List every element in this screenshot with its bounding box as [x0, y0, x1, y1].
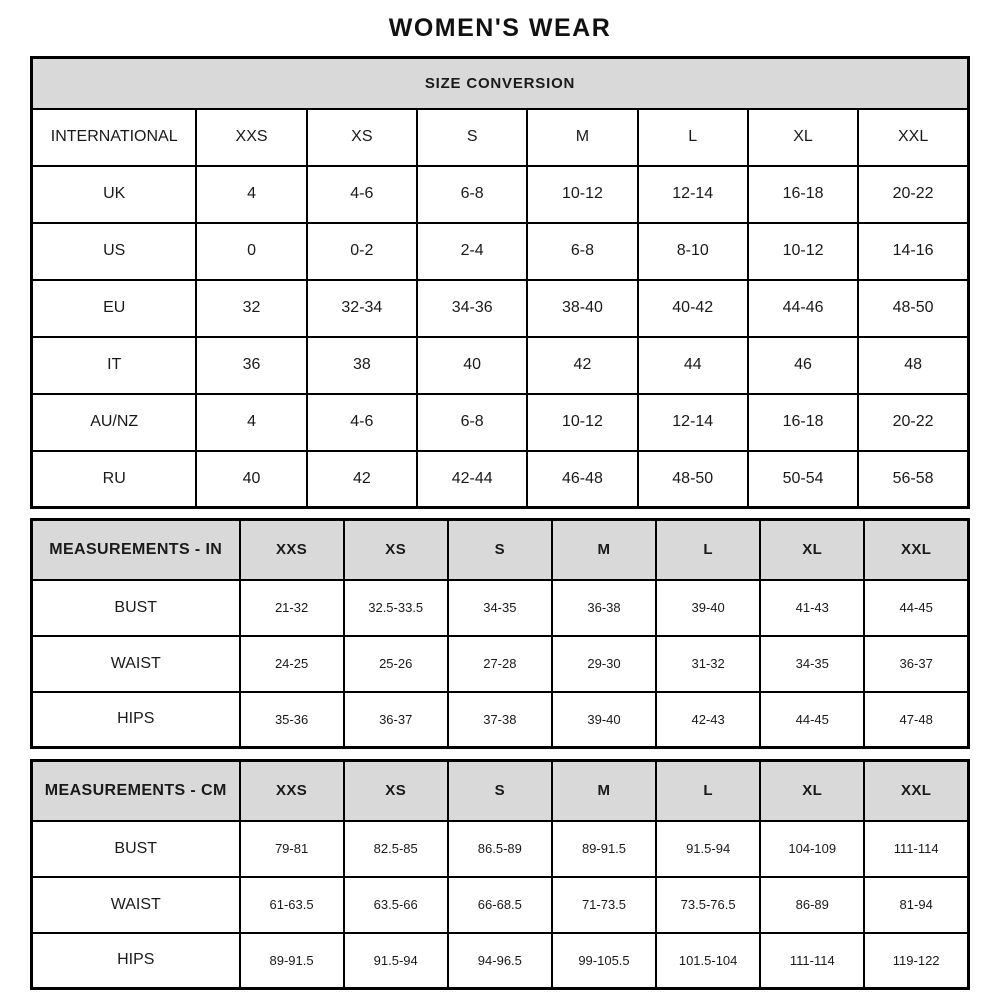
value-cell: 46	[748, 337, 858, 394]
value-cell: 89-91.5	[240, 933, 344, 989]
measurements-in-title: MEASUREMENTS - IN	[32, 520, 240, 580]
value-cell: 89-91.5	[552, 821, 656, 877]
header-cell-l: L	[638, 109, 748, 166]
size-header-xxl: XXL	[864, 520, 968, 580]
value-cell: 36-37	[864, 636, 968, 692]
value-cell: 39-40	[656, 580, 760, 636]
size-header-xl: XL	[760, 761, 864, 821]
value-cell: 10-12	[527, 166, 637, 223]
measurements-cm-header-row	[32, 761, 969, 821]
value-cell: 12-14	[638, 166, 748, 223]
value-cell: 40-42	[638, 280, 748, 337]
value-cell: 44-45	[864, 580, 968, 636]
value-cell: 10-12	[748, 223, 858, 280]
size-header-xs: XS	[344, 761, 448, 821]
value-cell: 119-122	[864, 933, 968, 989]
value-cell: 20-22	[858, 166, 968, 223]
table-row	[32, 580, 969, 636]
table-row	[32, 166, 969, 223]
value-cell: 4-6	[307, 166, 417, 223]
value-cell: 36-37	[344, 692, 448, 748]
header-cell-xxl: XXL	[858, 109, 968, 166]
header-cell-xl: XL	[748, 109, 858, 166]
value-cell: 10-12	[527, 394, 637, 451]
value-cell: 32.5-33.5	[344, 580, 448, 636]
table-row	[32, 692, 969, 748]
table-row	[32, 451, 969, 508]
value-cell: 32	[196, 280, 306, 337]
size-header-xxl: XXL	[864, 761, 968, 821]
table-row	[32, 223, 969, 280]
size-header-m: M	[552, 520, 656, 580]
header-cell-s: S	[417, 109, 527, 166]
size-conversion-banner-row	[32, 58, 969, 109]
value-cell: 37-38	[448, 692, 552, 748]
size-header-l: L	[656, 761, 760, 821]
value-cell: 27-28	[448, 636, 552, 692]
value-cell: 29-30	[552, 636, 656, 692]
value-cell: 42	[307, 451, 417, 508]
value-cell: 25-26	[344, 636, 448, 692]
header-cell-xs: XS	[307, 109, 417, 166]
value-cell: 42	[527, 337, 637, 394]
value-cell: 99-105.5	[552, 933, 656, 989]
value-cell: 66-68.5	[448, 877, 552, 933]
value-cell: 31-32	[656, 636, 760, 692]
value-cell: 20-22	[858, 394, 968, 451]
value-cell: 38	[307, 337, 417, 394]
row-label-cell: UK	[32, 166, 197, 223]
value-cell: 81-94	[864, 877, 968, 933]
value-cell: 91.5-94	[344, 933, 448, 989]
value-cell: 34-35	[448, 580, 552, 636]
value-cell: 86-89	[760, 877, 864, 933]
value-cell: 16-18	[748, 166, 858, 223]
row-label-cell: IT	[32, 337, 197, 394]
value-cell: 91.5-94	[656, 821, 760, 877]
value-cell: 4	[196, 166, 306, 223]
value-cell: 73.5-76.5	[656, 877, 760, 933]
value-cell: 21-32	[240, 580, 344, 636]
size-header-xxs: XXS	[240, 761, 344, 821]
value-cell: 111-114	[864, 821, 968, 877]
value-cell: 44	[638, 337, 748, 394]
value-cell: 82.5-85	[344, 821, 448, 877]
row-label-cell: WAIST	[32, 877, 240, 933]
value-cell: 36	[196, 337, 306, 394]
size-header-s: S	[448, 761, 552, 821]
table-row	[32, 821, 969, 877]
measurements-cm-title: MEASUREMENTS - CM	[32, 761, 240, 821]
value-cell: 34-35	[760, 636, 864, 692]
row-label-cell: EU	[32, 280, 197, 337]
row-label-cell: WAIST	[32, 636, 240, 692]
page-title: WOMEN'S WEAR	[388, 14, 612, 42]
value-cell: 12-14	[638, 394, 748, 451]
size-header-l: L	[656, 520, 760, 580]
size-header-s: S	[448, 520, 552, 580]
measurements-in-header-row	[32, 520, 969, 580]
header-cell-xxs: XXS	[196, 109, 306, 166]
value-cell: 14-16	[858, 223, 968, 280]
value-cell: 41-43	[760, 580, 864, 636]
value-cell: 39-40	[552, 692, 656, 748]
value-cell: 101.5-104	[656, 933, 760, 989]
value-cell: 4	[196, 394, 306, 451]
value-cell: 44-45	[760, 692, 864, 748]
value-cell: 61-63.5	[240, 877, 344, 933]
value-cell: 48-50	[638, 451, 748, 508]
size-conversion-header-row	[32, 109, 969, 166]
measurements-in-table	[30, 518, 970, 749]
value-cell: 111-114	[760, 933, 864, 989]
row-label-cell: HIPS	[32, 692, 240, 748]
size-conversion-table	[30, 56, 970, 509]
value-cell: 2-4	[417, 223, 527, 280]
value-cell: 0	[196, 223, 306, 280]
value-cell: 40	[196, 451, 306, 508]
row-label-cell: AU/NZ	[32, 394, 197, 451]
table-row	[32, 394, 969, 451]
value-cell: 47-48	[864, 692, 968, 748]
value-cell: 56-58	[858, 451, 968, 508]
value-cell: 35-36	[240, 692, 344, 748]
value-cell: 6-8	[417, 394, 527, 451]
value-cell: 48	[858, 337, 968, 394]
row-label-cell: BUST	[32, 821, 240, 877]
size-header-m: M	[552, 761, 656, 821]
value-cell: 42-43	[656, 692, 760, 748]
header-cell-m: M	[527, 109, 637, 166]
row-label-cell: HIPS	[32, 933, 240, 989]
row-label-cell: RU	[32, 451, 197, 508]
row-label-cell: US	[32, 223, 197, 280]
value-cell: 32-34	[307, 280, 417, 337]
header-cell-international: INTERNATIONAL	[32, 109, 197, 166]
table-row	[32, 337, 969, 394]
table-row	[32, 280, 969, 337]
row-label-cell: BUST	[32, 580, 240, 636]
size-header-xs: XS	[344, 520, 448, 580]
value-cell: 6-8	[527, 223, 637, 280]
value-cell: 36-38	[552, 580, 656, 636]
table-row	[32, 877, 969, 933]
value-cell: 24-25	[240, 636, 344, 692]
value-cell: 86.5-89	[448, 821, 552, 877]
value-cell: 104-109	[760, 821, 864, 877]
value-cell: 42-44	[417, 451, 527, 508]
value-cell: 48-50	[858, 280, 968, 337]
value-cell: 63.5-66	[344, 877, 448, 933]
value-cell: 4-6	[307, 394, 417, 451]
table-row	[32, 636, 969, 692]
value-cell: 71-73.5	[552, 877, 656, 933]
value-cell: 50-54	[748, 451, 858, 508]
measurements-cm-table	[30, 759, 970, 990]
value-cell: 34-36	[417, 280, 527, 337]
value-cell: 6-8	[417, 166, 527, 223]
size-header-xxs: XXS	[240, 520, 344, 580]
value-cell: 16-18	[748, 394, 858, 451]
value-cell: 94-96.5	[448, 933, 552, 989]
value-cell: 79-81	[240, 821, 344, 877]
size-header-xl: XL	[760, 520, 864, 580]
value-cell: 8-10	[638, 223, 748, 280]
value-cell: 46-48	[527, 451, 637, 508]
value-cell: 38-40	[527, 280, 637, 337]
value-cell: 44-46	[748, 280, 858, 337]
size-conversion-title: SIZE CONVERSION	[32, 58, 969, 109]
table-row	[32, 933, 969, 989]
value-cell: 0-2	[307, 223, 417, 280]
value-cell: 40	[417, 337, 527, 394]
